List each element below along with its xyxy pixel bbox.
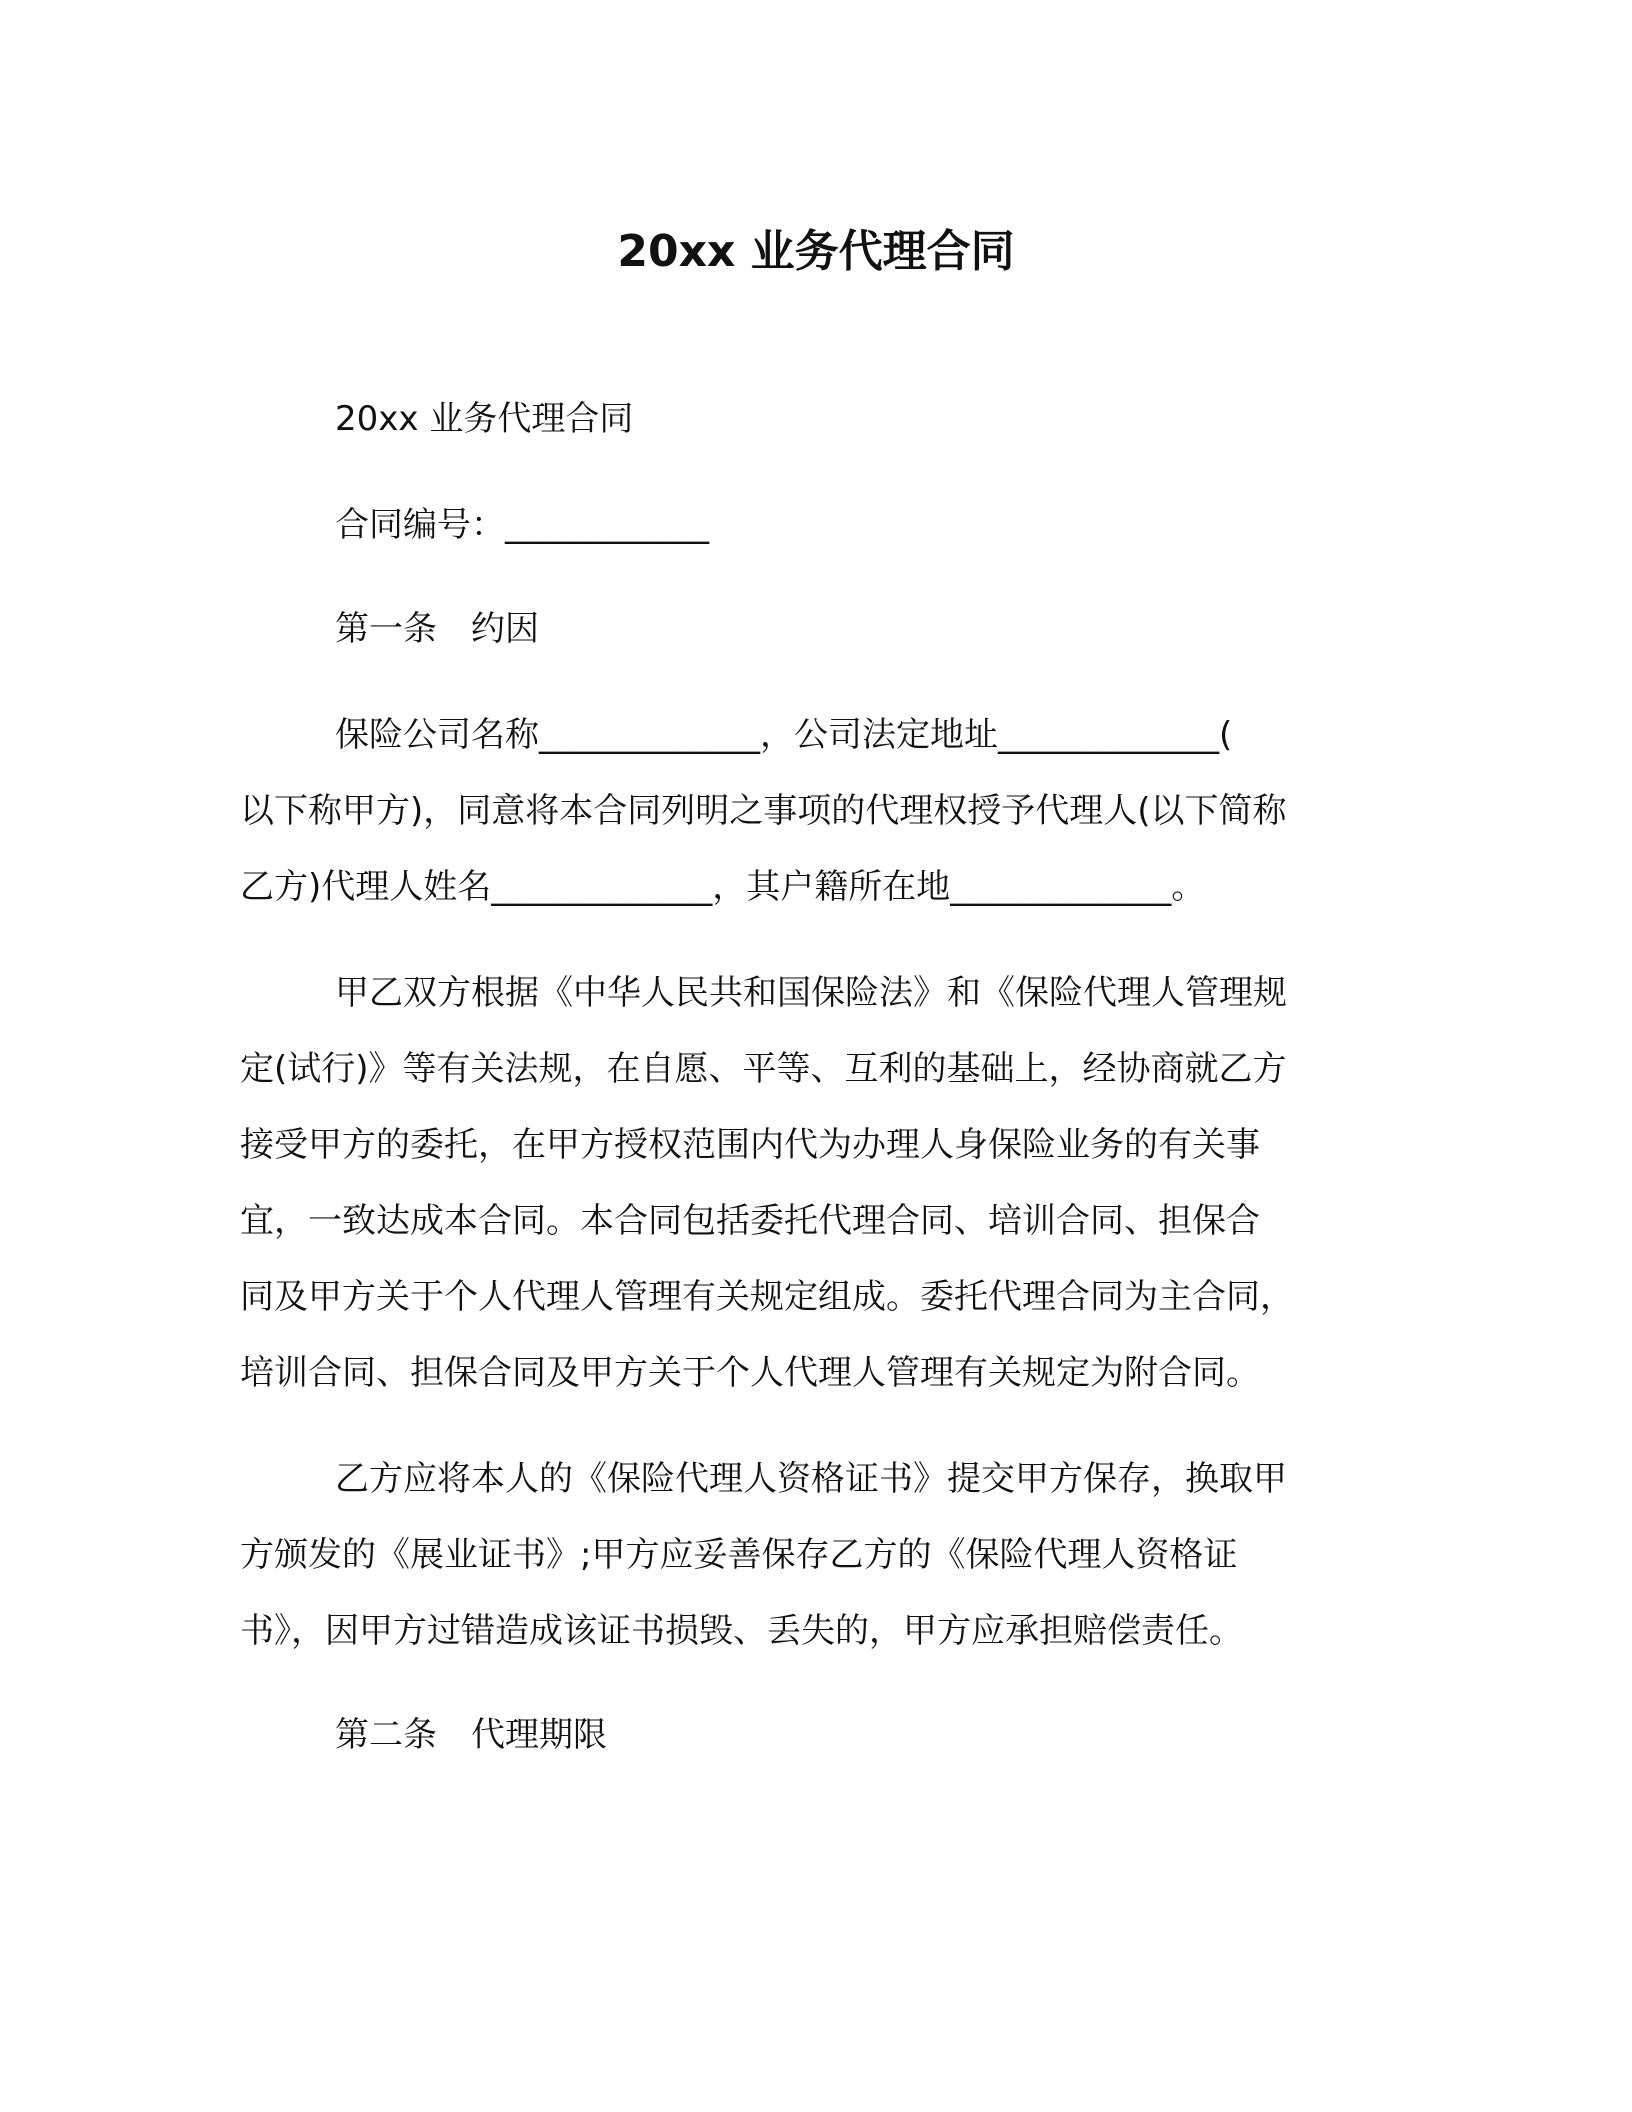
- para1-line-1: 保险公司名称_____________，公司法定地址_____________(: [335, 715, 1233, 755]
- para2-line-5: 同及甲方关于个人代理人管理有关规定组成。委托代理合同为主合同，: [240, 1277, 1294, 1317]
- para2-line-1: 甲乙双方根据《中华人民共和国保险法》和《保险代理人管理规: [335, 973, 1287, 1013]
- para2-line-6: 培训合同、担保合同及甲方关于个人代理人管理有关规定为附合同。: [240, 1353, 1260, 1393]
- contract-number-line: 合同编号：____________: [335, 505, 709, 545]
- para3-line-1: 乙方应将本人的《保险代理人资格证书》提交甲方保存，换取甲: [335, 1459, 1287, 1499]
- para2-line-2: 定(试行)》等有关法规，在自愿、平等、互利的基础上，经协商就乙方: [240, 1049, 1287, 1089]
- para1-line-2: 以下称甲方)，同意将本合同列明之事项的代理权授予代理人(以下简称: [240, 791, 1287, 831]
- para2-line-3: 接受甲方的委托，在甲方授权范围内代为办理人身保险业务的有关事: [240, 1125, 1260, 1165]
- para3-line-2: 方颁发的《展业证书》;甲方应妥善保存乙方的《保险代理人资格证: [240, 1535, 1238, 1575]
- para1-line-3: 乙方)代理人姓名_____________，其户籍所在地_____________。: [240, 867, 1206, 907]
- document-subtitle: 20xx 业务代理合同: [335, 399, 634, 439]
- article-1-heading: 第一条 约因: [335, 609, 539, 649]
- para3-line-3: 书》，因甲方过错造成该证书损毁、丢失的，甲方应承担赔偿责任。: [240, 1611, 1243, 1651]
- para2-line-4: 宜，一致达成本合同。本合同包括委托代理合同、培训合同、担保合: [240, 1201, 1260, 1241]
- article-2-heading: 第二条 代理期限: [335, 1715, 607, 1755]
- document-title: 20xx 业务代理合同: [617, 226, 1015, 277]
